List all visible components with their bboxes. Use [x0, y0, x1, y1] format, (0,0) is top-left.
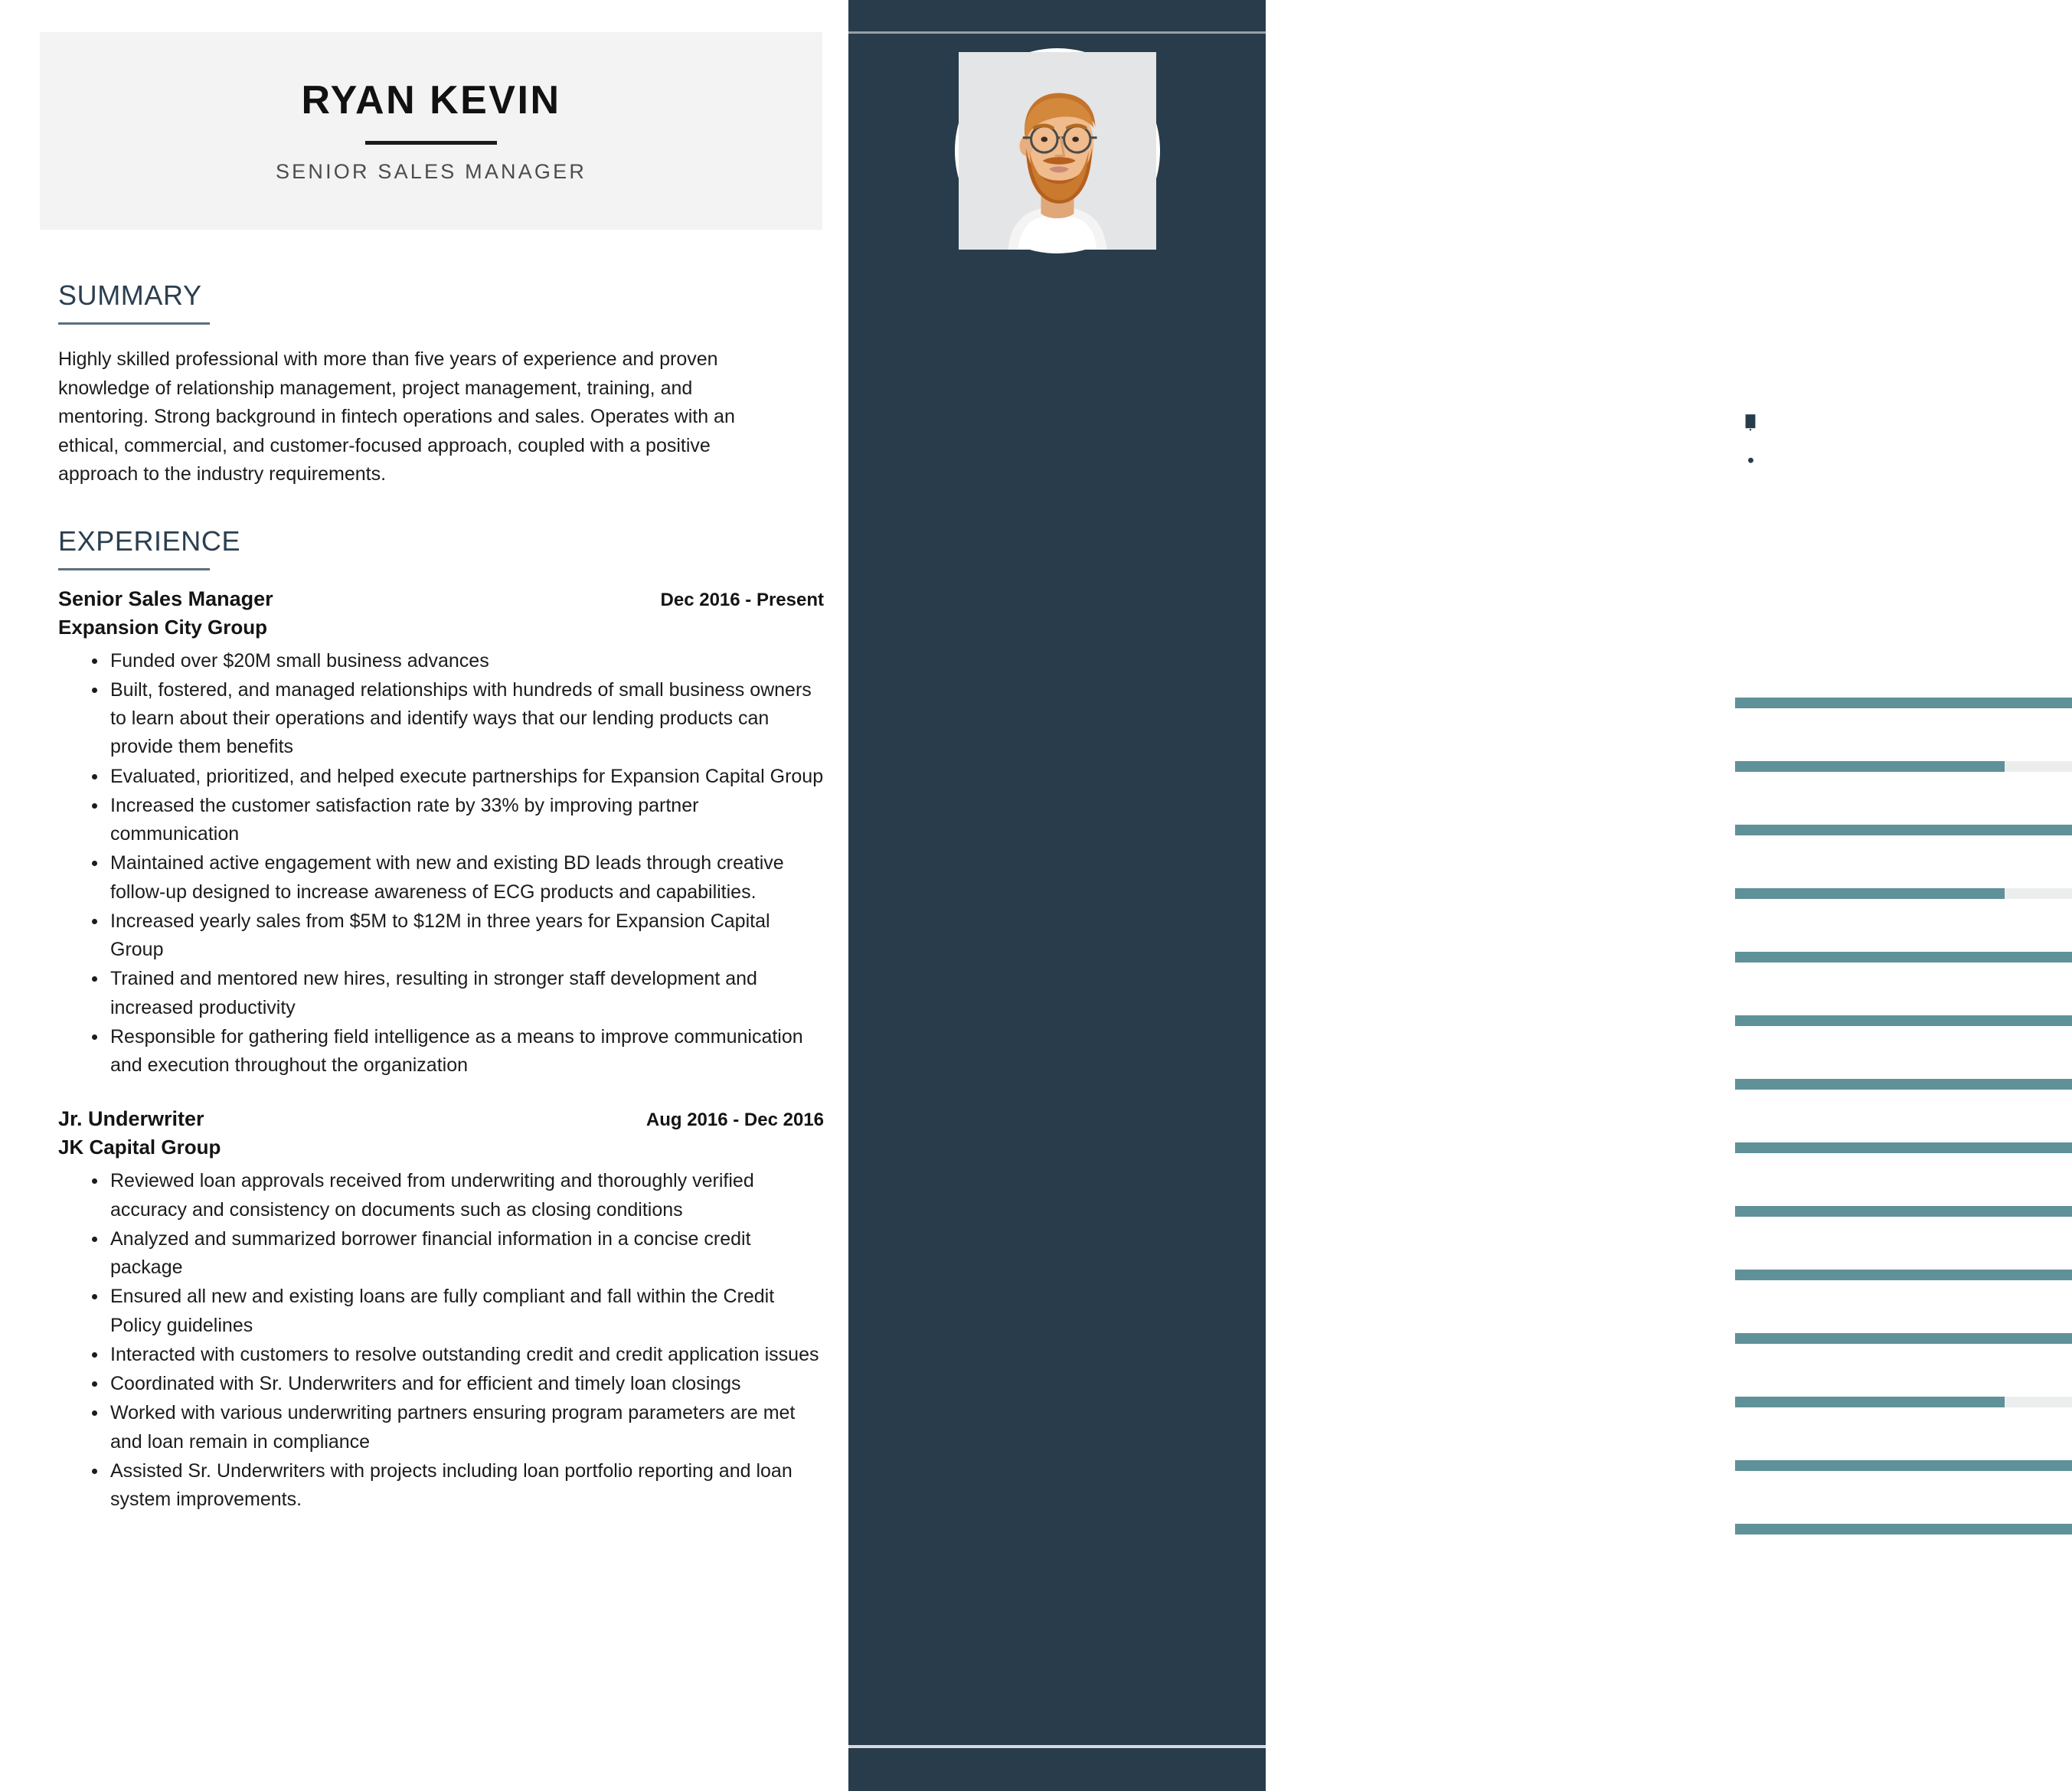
skill-item [1735, 664, 2072, 708]
linkedin-icon [1735, 495, 1766, 514]
experience-bullet-list [58, 1167, 824, 1514]
skill-level-bar [1735, 761, 2072, 772]
experience-heading-rule [58, 568, 210, 570]
skill-item [1735, 982, 2072, 1026]
skill-level-bar [1735, 888, 2072, 899]
list-item: Funded over $20M small business advances [92, 647, 824, 675]
experience-job-title: Senior Sales Manager [58, 587, 273, 610]
sidebar [848, 0, 2031, 1791]
skill-level-bar [1735, 952, 2072, 962]
skill-level-bar [1735, 1270, 2072, 1280]
skill-level-fill [1735, 1015, 2072, 1026]
skill-level-bar [1735, 1460, 2072, 1471]
experience-job-header [58, 587, 824, 611]
contact-item[interactable] [1735, 443, 2072, 484]
avatar [955, 48, 1160, 253]
page-seam-bottom [848, 1745, 1266, 1748]
list-item: Trained and mentored new hires, resulting in stronger staff development and increased productivity [92, 965, 824, 1022]
experience-job-header [58, 1107, 824, 1131]
skill-level-fill [1735, 761, 2005, 772]
skills-section [1735, 597, 2072, 1554]
skill-label: Solutions Selling [1735, 1238, 1877, 1260]
contact-item-value: Chicago, Illinois, US [1776, 452, 1949, 474]
skill-level-bar [1735, 825, 2072, 835]
list-item: Maintained active engagement with new and existing BD leads through creative follow-up designed to increase awareness of ECG products and capabilities. [92, 849, 824, 907]
skill-item [1735, 727, 2072, 772]
list-item: Interacted with customers to resolve outstanding credit and credit application issues [92, 1341, 824, 1369]
profile-photo-illustration [959, 52, 1156, 250]
list-item: Evaluated, prioritized, and helped execute partnerships for Expansion Capital Group [92, 763, 824, 791]
contact-item-value: linkedin.com/resumekraft [1776, 493, 1991, 515]
skill-label: Project Management [1735, 730, 1912, 751]
main-content [58, 279, 824, 1515]
skill-level-bar [1735, 1524, 2072, 1534]
skills-heading-rule [1735, 639, 1841, 641]
skill-level-bar [1735, 1015, 2072, 1026]
contact-item-value: 202-555-0120 [1776, 410, 1896, 433]
skill-item [1735, 1172, 2072, 1217]
contact-item[interactable] [1735, 401, 2072, 443]
summary-heading: SUMMARY [58, 279, 202, 311]
skill-level-fill [1735, 1142, 2072, 1153]
list-item: Increased the customer satisfaction rate by 33% by improving partner communication [92, 792, 824, 849]
skill-level-bar [1735, 1397, 2072, 1407]
resume-header-band [40, 32, 822, 230]
skill-level-fill [1735, 1079, 2072, 1090]
skills-heading: SKILLS [1735, 596, 1842, 628]
skill-label: Decision Making [1735, 1429, 1876, 1450]
mobile-phone-icon [1735, 412, 1766, 432]
skill-level-bar [1735, 1206, 2072, 1217]
experience-job-title: Jr. Underwriter [58, 1107, 204, 1131]
skill-level-fill [1735, 1460, 2072, 1471]
skill-item [1735, 1236, 2072, 1280]
contact-heading: CONTACT [1735, 291, 1878, 323]
skill-label: Operational Reporting [1735, 920, 1923, 942]
header-divider [365, 141, 497, 145]
experience-job [58, 587, 824, 1080]
contact-item-value: info@resumekraft.com [1776, 369, 1970, 391]
skill-level-bar [1735, 1079, 2072, 1090]
experience-job-list [58, 587, 824, 1515]
summary-text: Highly skilled professional with more than five years of experience and proven knowledge of relationship management, project management, training, and mentoring. Strong background in fintech operations and sales. Operates with an ethical, commercial, and customer-focused approach, coupled with a positive approach to the industry requirements. [58, 348, 735, 485]
skill-item [1735, 855, 2072, 899]
experience-job-company: Expansion City Group [58, 615, 268, 639]
job-role-subtitle: SENIOR SALES MANAGER [275, 159, 587, 183]
skill-item [1735, 918, 2072, 962]
list-item: Coordinated with Sr. Underwriters and for efficient and timely loan closings [92, 1370, 824, 1398]
page-title: RYAN KEVIN [301, 77, 561, 123]
skill-label: Strong attention to details [1735, 1047, 1953, 1069]
skill-label: Secondary Research [1735, 857, 1914, 878]
skill-item [1735, 1490, 2072, 1534]
experience-job [58, 1107, 824, 1514]
skill-label: Client Relationship Management [1735, 666, 2012, 688]
contact-section [1735, 293, 2072, 525]
experience-heading: EXPERIENCE [58, 525, 241, 557]
skill-level-fill [1735, 825, 2072, 835]
skill-label: Relationship Building [1735, 1302, 1914, 1323]
skill-label: Creative Problem Solving [1735, 1492, 1952, 1514]
skill-item [1735, 1299, 2072, 1344]
experience-job-dates: Dec 2016 - Present [660, 589, 824, 610]
skill-level-fill [1735, 952, 2072, 962]
skill-item [1735, 1109, 2072, 1153]
skill-level-fill [1735, 1333, 2072, 1344]
skill-label: Excellent Communication [1735, 984, 1952, 1005]
skill-label: Verbal and Written Communication [1735, 1175, 2031, 1196]
envelope-icon [1735, 373, 1766, 388]
list-item: Analyzed and summarized borrower financial information in a concise credit package [92, 1225, 824, 1283]
skill-label: Managed Services [1735, 793, 1894, 815]
summary-section [58, 279, 824, 489]
skill-item [1735, 791, 2072, 835]
summary-heading-rule [58, 322, 210, 325]
skill-level-fill [1735, 1397, 2005, 1407]
skill-label: Time Management [1735, 1111, 1894, 1132]
skill-item [1735, 1427, 2072, 1471]
skill-item [1735, 1363, 2072, 1407]
experience-job-company: JK Capital Group [58, 1136, 221, 1159]
skill-level-bar [1735, 1142, 2072, 1153]
skill-level-fill [1735, 698, 2072, 708]
location-pin-icon [1735, 453, 1766, 473]
skill-level-fill [1735, 1206, 2072, 1217]
skill-level-fill [1735, 888, 2005, 899]
skill-level-fill [1735, 1524, 2072, 1534]
experience-job-dates: Aug 2016 - Dec 2016 [645, 1110, 824, 1131]
experience-bullet-list [58, 647, 824, 1080]
skills-list [1735, 664, 2072, 1534]
skill-level-bar [1735, 1333, 2072, 1344]
page-seam-top [848, 31, 1266, 34]
list-item: Responsible for gathering field intelligence as a means to improve communication and execution throughout the organization [92, 1023, 824, 1080]
list-item: Reviewed loan approvals received from underwriting and thoroughly verified accuracy and consistency on documents such as closing conditions [92, 1167, 824, 1224]
skill-level-fill [1735, 1270, 2072, 1280]
list-item: Increased yearly sales from $5M to $12M in three years for Expansion Capital Group [92, 907, 824, 965]
list-item: Built, fostered, and managed relationships with hundreds of small business owners to learn about their operations and identify ways that our lending products can provide them benefits [92, 676, 824, 762]
skill-level-bar [1735, 698, 2072, 708]
list-item: Assisted Sr. Underwriters with projects including loan portfolio reporting and loan system improvements. [92, 1457, 824, 1515]
contact-item[interactable] [1735, 360, 2072, 401]
contact-heading-rule [1735, 334, 1841, 336]
list-item: Ensured all new and existing loans are fully compliant and fall within the Credit Policy guidelines [92, 1283, 824, 1340]
experience-section [58, 525, 824, 1515]
skill-label: Leadership [1735, 1365, 1830, 1387]
skill-item [1735, 1045, 2072, 1090]
list-item: Worked with various underwriting partners ensuring program parameters are met and loan remain in compliance [92, 1399, 824, 1456]
contact-item[interactable] [1735, 484, 2072, 525]
contact-list [1735, 360, 2072, 525]
